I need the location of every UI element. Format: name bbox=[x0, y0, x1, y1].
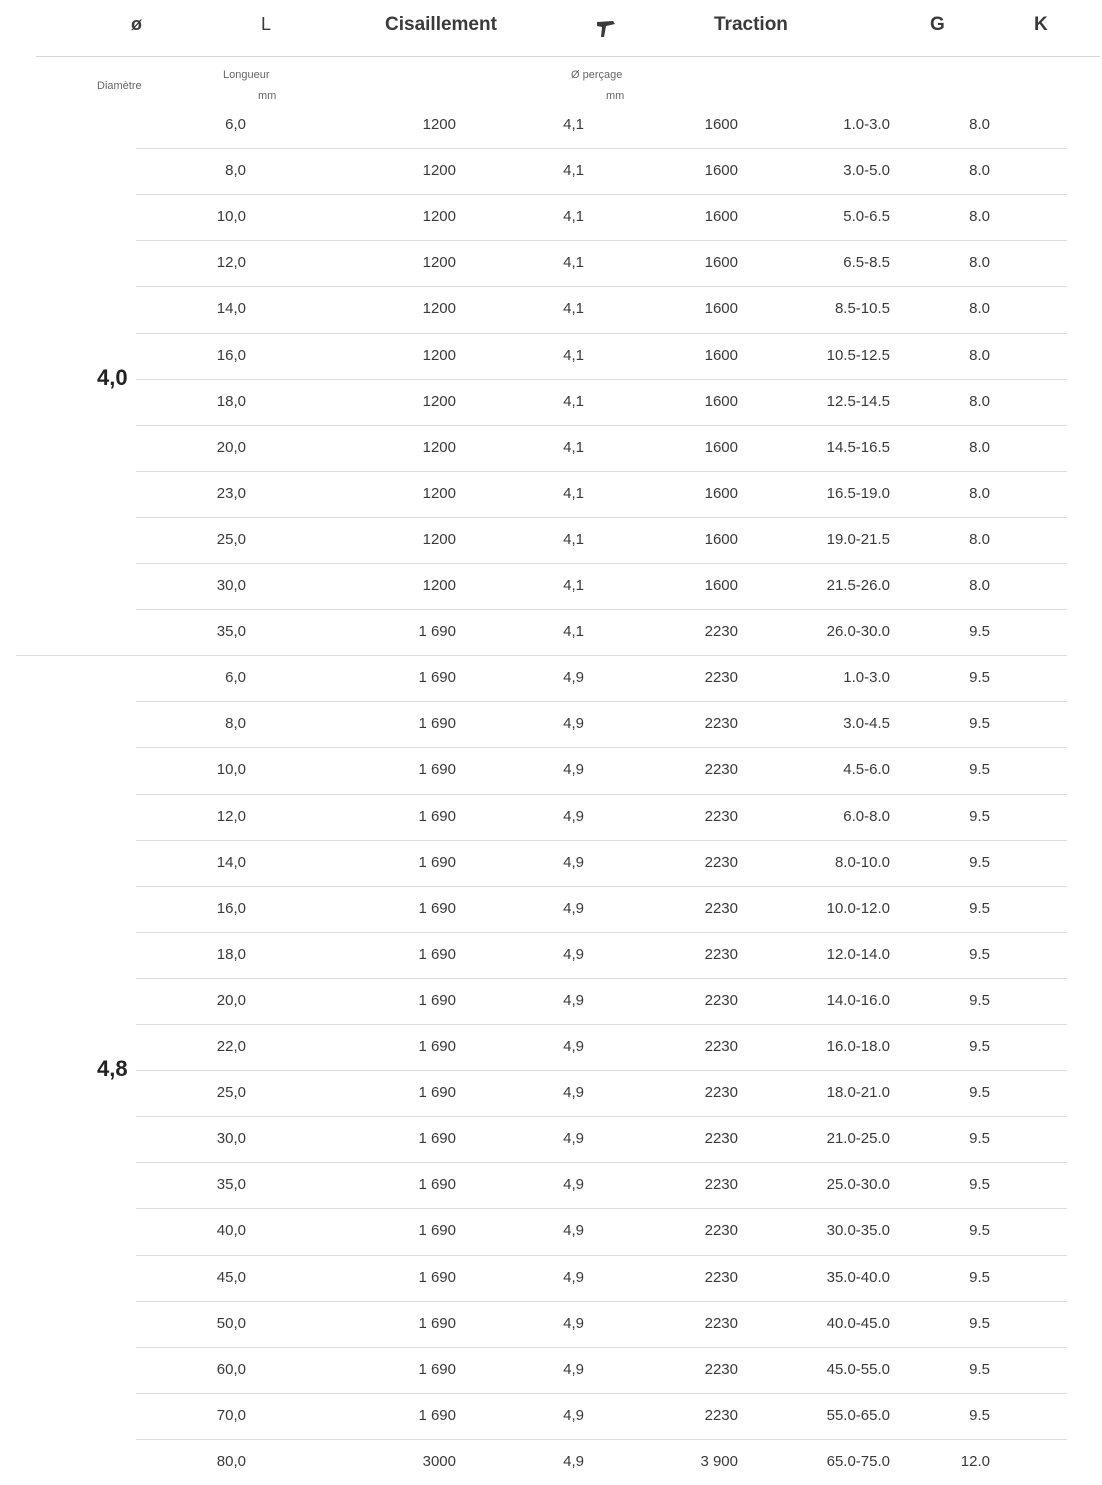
cell-drill-diameter: 4,9 bbox=[563, 715, 584, 733]
table-row bbox=[0, 1024, 1102, 1070]
cell-length: 10,0 bbox=[216, 208, 246, 226]
cell-g-value: 9.5 bbox=[969, 1406, 990, 1424]
table-row bbox=[0, 1393, 1102, 1439]
cell-shear: 1200 bbox=[422, 392, 456, 410]
cell-grip-range: 8.5-10.5 bbox=[834, 300, 890, 318]
cell-grip-range: 18.0-21.0 bbox=[826, 1084, 890, 1102]
cell-traction: 1600 bbox=[704, 438, 738, 456]
cell-drill-diameter: 4,1 bbox=[563, 162, 584, 180]
table-row bbox=[0, 102, 1102, 148]
cell-length: 18,0 bbox=[216, 392, 246, 410]
cell-g-value: 8.0 bbox=[969, 346, 990, 364]
table-row bbox=[0, 886, 1102, 932]
cell-g-value: 9.5 bbox=[969, 1038, 990, 1055]
cell-drill-diameter: 4,9 bbox=[563, 807, 584, 825]
cell-length: 16,0 bbox=[216, 346, 246, 364]
cell-length: 6,0 bbox=[225, 116, 246, 133]
cell-shear: 1 690 bbox=[418, 1314, 456, 1332]
cell-drill-diameter: 4,1 bbox=[563, 577, 584, 594]
cell-g-value: 9.5 bbox=[969, 715, 990, 733]
cell-length: 20,0 bbox=[216, 991, 246, 1009]
cell-grip-range: 35.0-40.0 bbox=[826, 1268, 890, 1286]
cell-grip-range: 6.5-8.5 bbox=[843, 254, 890, 272]
table-row bbox=[0, 1162, 1102, 1208]
cell-g-value: 8.0 bbox=[969, 208, 990, 226]
cell-traction: 1600 bbox=[704, 484, 738, 502]
subheader-length: Longueur bbox=[223, 69, 270, 81]
cell-g-value: 9.5 bbox=[969, 1176, 990, 1194]
cell-length: 25,0 bbox=[216, 530, 246, 548]
cell-traction: 2230 bbox=[704, 1038, 738, 1055]
header-diameter: ø bbox=[131, 14, 142, 34]
cell-length: 20,0 bbox=[216, 438, 246, 456]
header-k: K bbox=[1034, 14, 1048, 35]
cell-drill-diameter: 4,1 bbox=[563, 208, 584, 226]
cell-shear: 1 690 bbox=[418, 623, 456, 641]
cell-traction: 2230 bbox=[704, 807, 738, 825]
cell-drill-diameter: 4,9 bbox=[563, 761, 584, 779]
cell-grip-range: 3.0-4.5 bbox=[843, 715, 890, 733]
cell-g-value: 8.0 bbox=[969, 530, 990, 548]
cell-drill-diameter: 4,9 bbox=[563, 991, 584, 1009]
cell-grip-range: 6.0-8.0 bbox=[843, 807, 890, 825]
cell-g-value: 9.5 bbox=[969, 899, 990, 917]
cell-traction: 1600 bbox=[704, 116, 738, 133]
cell-drill-diameter: 4,9 bbox=[563, 669, 584, 687]
cell-traction: 2230 bbox=[704, 1084, 738, 1102]
cell-g-value: 9.5 bbox=[969, 1360, 990, 1378]
cell-length: 50,0 bbox=[216, 1314, 246, 1332]
cell-drill-diameter: 4,9 bbox=[563, 899, 584, 917]
header-g: G bbox=[930, 14, 945, 35]
cell-shear: 1 690 bbox=[418, 945, 456, 963]
cell-traction: 2230 bbox=[704, 1222, 738, 1240]
cell-traction: 1600 bbox=[704, 577, 738, 594]
cell-g-value: 8.0 bbox=[969, 116, 990, 133]
cell-length: 16,0 bbox=[216, 899, 246, 917]
cell-shear: 1200 bbox=[422, 577, 456, 594]
cell-g-value: 9.5 bbox=[969, 1268, 990, 1286]
cell-grip-range: 21.5-26.0 bbox=[826, 577, 890, 594]
cell-traction: 2230 bbox=[704, 1130, 738, 1148]
cell-grip-range: 19.0-21.5 bbox=[826, 530, 890, 548]
cell-grip-range: 65.0-75.0 bbox=[826, 1452, 890, 1470]
cell-g-value: 9.5 bbox=[969, 853, 990, 871]
cell-traction: 2230 bbox=[704, 899, 738, 917]
header-divider bbox=[36, 56, 1100, 57]
group-diameter-label: 4,0 bbox=[97, 365, 128, 390]
cell-grip-range: 45.0-55.0 bbox=[826, 1360, 890, 1378]
cell-drill-diameter: 4,9 bbox=[563, 945, 584, 963]
cell-drill-diameter: 4,1 bbox=[563, 254, 584, 272]
cell-traction: 2230 bbox=[704, 669, 738, 687]
cell-g-value: 8.0 bbox=[969, 484, 990, 502]
cell-length: 70,0 bbox=[216, 1406, 246, 1424]
cell-shear: 1200 bbox=[422, 438, 456, 456]
cell-grip-range: 4.5-6.0 bbox=[843, 761, 890, 779]
cell-shear: 1 690 bbox=[418, 1406, 456, 1424]
cell-g-value: 9.5 bbox=[969, 623, 990, 641]
cell-traction: 2230 bbox=[704, 1176, 738, 1194]
cell-drill-diameter: 4,1 bbox=[563, 484, 584, 502]
drill-icon bbox=[595, 18, 617, 40]
cell-shear: 1200 bbox=[422, 484, 456, 502]
cell-grip-range: 14.5-16.5 bbox=[826, 438, 890, 456]
cell-shear: 1 690 bbox=[418, 669, 456, 687]
cell-grip-range: 1.0-3.0 bbox=[843, 116, 890, 133]
subheader-drill-unit: mm bbox=[606, 90, 625, 102]
cell-drill-diameter: 4,1 bbox=[563, 346, 584, 364]
cell-drill-diameter: 4,1 bbox=[563, 530, 584, 548]
cell-drill-diameter: 4,9 bbox=[563, 1360, 584, 1378]
table-row bbox=[0, 517, 1102, 563]
cell-length: 30,0 bbox=[216, 577, 246, 594]
cell-grip-range: 25.0-30.0 bbox=[826, 1176, 890, 1194]
table-row bbox=[0, 932, 1102, 978]
table-row bbox=[0, 471, 1102, 517]
cell-traction: 2230 bbox=[704, 761, 738, 779]
cell-length: 14,0 bbox=[216, 853, 246, 871]
cell-length: 14,0 bbox=[216, 300, 246, 318]
cell-grip-range: 14.0-16.0 bbox=[826, 991, 890, 1009]
cell-length: 35,0 bbox=[216, 623, 246, 641]
cell-traction: 2230 bbox=[704, 715, 738, 733]
cell-grip-range: 3.0-5.0 bbox=[843, 162, 890, 180]
cell-grip-range: 26.0-30.0 bbox=[826, 623, 890, 641]
cell-grip-range: 12.0-14.0 bbox=[826, 945, 890, 963]
cell-g-value: 9.5 bbox=[969, 669, 990, 687]
cell-g-value: 9.5 bbox=[969, 807, 990, 825]
cell-traction: 1600 bbox=[704, 208, 738, 226]
cell-drill-diameter: 4,1 bbox=[563, 438, 584, 456]
cell-g-value: 8.0 bbox=[969, 162, 990, 180]
cell-shear: 1 690 bbox=[418, 899, 456, 917]
cell-g-value: 9.5 bbox=[969, 1084, 990, 1102]
cell-shear: 3000 bbox=[422, 1452, 456, 1470]
cell-shear: 1200 bbox=[422, 116, 456, 133]
table-row bbox=[0, 425, 1102, 471]
cell-length: 40,0 bbox=[216, 1222, 246, 1240]
cell-drill-diameter: 4,9 bbox=[563, 1452, 584, 1470]
cell-length: 8,0 bbox=[225, 715, 246, 733]
cell-length: 22,0 bbox=[216, 1038, 246, 1055]
cell-length: 35,0 bbox=[216, 1176, 246, 1194]
table-row bbox=[0, 1347, 1102, 1393]
table-row bbox=[0, 1301, 1102, 1347]
cell-shear: 1 690 bbox=[418, 1038, 456, 1055]
cell-length: 6,0 bbox=[225, 669, 246, 687]
cell-drill-diameter: 4,1 bbox=[563, 116, 584, 133]
cell-g-value: 9.5 bbox=[969, 761, 990, 779]
cell-g-value: 8.0 bbox=[969, 300, 990, 318]
table-row bbox=[0, 194, 1102, 240]
cell-grip-range: 10.0-12.0 bbox=[826, 899, 890, 917]
cell-g-value: 9.5 bbox=[969, 991, 990, 1009]
cell-traction: 1600 bbox=[704, 300, 738, 318]
header-traction: Traction bbox=[714, 14, 788, 35]
cell-traction: 1600 bbox=[704, 162, 738, 180]
cell-drill-diameter: 4,9 bbox=[563, 1268, 584, 1286]
cell-length: 8,0 bbox=[225, 162, 246, 180]
cell-traction: 2230 bbox=[704, 623, 738, 641]
table-row bbox=[0, 1255, 1102, 1301]
cell-drill-diameter: 4,9 bbox=[563, 1406, 584, 1424]
cell-length: 12,0 bbox=[216, 254, 246, 272]
cell-traction: 3 900 bbox=[700, 1452, 738, 1470]
cell-shear: 1 690 bbox=[418, 1268, 456, 1286]
cell-traction: 1600 bbox=[704, 530, 738, 548]
header-length: L bbox=[261, 14, 272, 34]
cell-traction: 2230 bbox=[704, 1268, 738, 1286]
table-row bbox=[0, 655, 1102, 701]
cell-shear: 1 690 bbox=[418, 1130, 456, 1148]
cell-shear: 1 690 bbox=[418, 1084, 456, 1102]
table-row bbox=[0, 240, 1102, 286]
cell-length: 45,0 bbox=[216, 1268, 246, 1286]
table-row bbox=[0, 563, 1102, 609]
table-row bbox=[0, 1208, 1102, 1254]
cell-drill-diameter: 4,9 bbox=[563, 1222, 584, 1240]
cell-traction: 2230 bbox=[704, 1314, 738, 1332]
cell-shear: 1200 bbox=[422, 346, 456, 364]
cell-drill-diameter: 4,9 bbox=[563, 1314, 584, 1332]
table-row bbox=[0, 609, 1102, 655]
cell-length: 23,0 bbox=[216, 484, 246, 502]
cell-grip-range: 10.5-12.5 bbox=[826, 346, 890, 364]
cell-shear: 1200 bbox=[422, 254, 456, 272]
cell-g-value: 12.0 bbox=[960, 1452, 990, 1470]
cell-shear: 1200 bbox=[422, 530, 456, 548]
table-row bbox=[0, 333, 1102, 379]
cell-shear: 1 690 bbox=[418, 807, 456, 825]
cell-drill-diameter: 4,1 bbox=[563, 300, 584, 318]
cell-drill-diameter: 4,1 bbox=[563, 623, 584, 641]
cell-length: 10,0 bbox=[216, 761, 246, 779]
cell-length: 60,0 bbox=[216, 1360, 246, 1378]
cell-traction: 2230 bbox=[704, 945, 738, 963]
cell-shear: 1200 bbox=[422, 162, 456, 180]
cell-g-value: 9.5 bbox=[969, 1130, 990, 1148]
cell-shear: 1 690 bbox=[418, 715, 456, 733]
cell-shear: 1 690 bbox=[418, 761, 456, 779]
table-row bbox=[0, 701, 1102, 747]
cell-length: 18,0 bbox=[216, 945, 246, 963]
cell-g-value: 8.0 bbox=[969, 392, 990, 410]
cell-traction: 2230 bbox=[704, 1360, 738, 1378]
cell-grip-range: 5.0-6.5 bbox=[843, 208, 890, 226]
cell-shear: 1 690 bbox=[418, 1222, 456, 1240]
table-row bbox=[0, 379, 1102, 425]
cell-shear: 1200 bbox=[422, 208, 456, 226]
cell-grip-range: 16.5-19.0 bbox=[826, 484, 890, 502]
cell-grip-range: 1.0-3.0 bbox=[843, 669, 890, 687]
cell-traction: 2230 bbox=[704, 1406, 738, 1424]
cell-grip-range: 8.0-10.0 bbox=[834, 853, 890, 871]
cell-drill-diameter: 4,9 bbox=[563, 1130, 584, 1148]
cell-drill-diameter: 4,9 bbox=[563, 1084, 584, 1102]
cell-traction: 1600 bbox=[704, 346, 738, 364]
table-row bbox=[0, 1116, 1102, 1162]
cell-drill-diameter: 4,9 bbox=[563, 853, 584, 871]
cell-drill-diameter: 4,1 bbox=[563, 392, 584, 410]
cell-length: 30,0 bbox=[216, 1130, 246, 1148]
table-row bbox=[0, 148, 1102, 194]
cell-drill-diameter: 4,9 bbox=[563, 1176, 584, 1194]
group-diameter-label: 4,8 bbox=[97, 1056, 128, 1081]
table-row bbox=[0, 794, 1102, 840]
cell-grip-range: 16.0-18.0 bbox=[826, 1038, 890, 1055]
cell-traction: 1600 bbox=[704, 392, 738, 410]
cell-traction: 1600 bbox=[704, 254, 738, 272]
cell-traction: 2230 bbox=[704, 853, 738, 871]
cell-g-value: 9.5 bbox=[969, 1314, 990, 1332]
cell-grip-range: 40.0-45.0 bbox=[826, 1314, 890, 1332]
cell-shear: 1200 bbox=[422, 300, 456, 318]
cell-grip-range: 30.0-35.0 bbox=[826, 1222, 890, 1240]
cell-length: 80,0 bbox=[216, 1452, 246, 1470]
cell-grip-range: 21.0-25.0 bbox=[826, 1130, 890, 1148]
table-row bbox=[0, 286, 1102, 332]
subheader-drill: Ø perçage bbox=[571, 69, 623, 81]
cell-length: 25,0 bbox=[216, 1084, 246, 1102]
cell-g-value: 8.0 bbox=[969, 254, 990, 272]
cell-g-value: 9.5 bbox=[969, 945, 990, 963]
cell-shear: 1 690 bbox=[418, 1360, 456, 1378]
table-row bbox=[0, 840, 1102, 886]
cell-drill-diameter: 4,9 bbox=[563, 1038, 584, 1055]
cell-grip-range: 55.0-65.0 bbox=[826, 1406, 890, 1424]
cell-length: 12,0 bbox=[216, 807, 246, 825]
cell-shear: 1 690 bbox=[418, 991, 456, 1009]
header-shear: Cisaillement bbox=[385, 14, 497, 35]
cell-g-value: 8.0 bbox=[969, 577, 990, 594]
table-row bbox=[0, 747, 1102, 793]
cell-grip-range: 12.5-14.5 bbox=[826, 392, 890, 410]
subheader-length-unit: mm bbox=[258, 90, 277, 102]
cell-traction: 2230 bbox=[704, 991, 738, 1009]
subheader-diameter: Diamètre bbox=[97, 80, 142, 92]
table-row bbox=[0, 1070, 1102, 1116]
table-row bbox=[0, 978, 1102, 1024]
cell-g-value: 8.0 bbox=[969, 438, 990, 456]
cell-shear: 1 690 bbox=[418, 1176, 456, 1194]
cell-shear: 1 690 bbox=[418, 853, 456, 871]
cell-g-value: 9.5 bbox=[969, 1222, 990, 1240]
